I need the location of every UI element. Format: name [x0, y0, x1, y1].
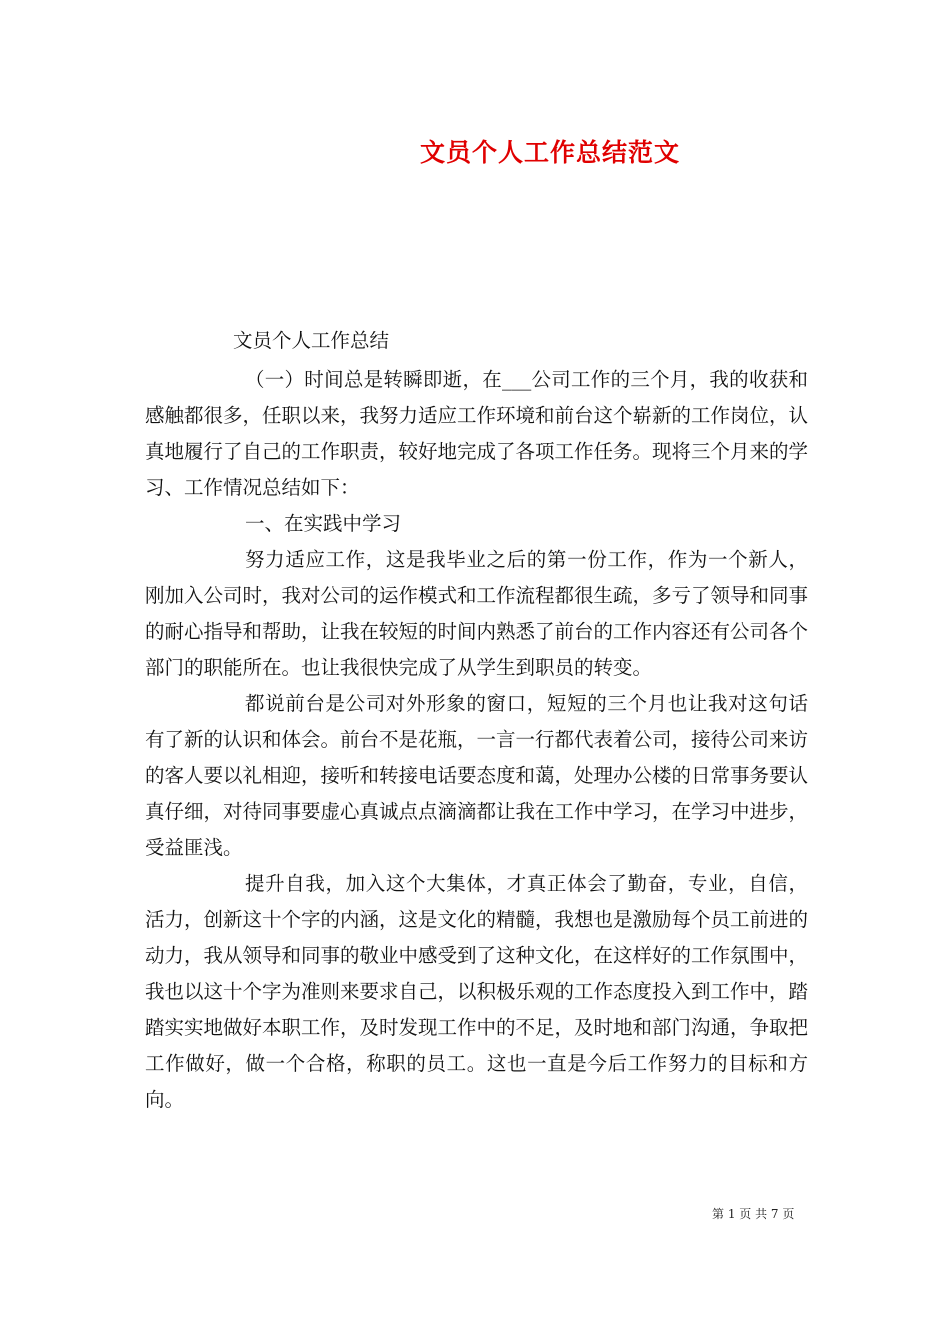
paragraph-front-desk: 都说前台是公司对外形象的窗口，短短的三个月也让我对这句话有了新的认识和体会。前台不是花瓶，一言一行都代表着公司，接待公司来访的客人要以礼相迎，接听和转接电话要态度和蔼，处理办公楼的日常事务要认真仔细，对待同事要虚心真诚点点滴滴都让我在工作中学习，在学习中进步，受益匪浅。 [145, 692, 809, 859]
paragraph-adapt-work: 努力适应工作，这是我毕业之后的第一份工作，作为一个新人，刚加入公司时，我对公司的运作模式和工作流程都很生疏，多亏了领导和同事的耐心指导和帮助，让我在较短的时间内熟悉了前台的工作内容还有公司各个部门的职能所在。也让我很快完成了从学生到职员的转变。 [145, 548, 809, 679]
section-heading-practice: 一、在实践中学习 [245, 512, 402, 535]
page-number-footer: 第 1 页 共 7 页 [712, 1207, 795, 1221]
paragraph-self-improvement: 提升自我，加入这个大集体，才真正体会了勤奋，专业，自信，活力，创新这十个字的内涵，这是文化的精髓，我想也是激励每个员工前进的动力，我从领导和同事的敬业中感受到了这种文化，在这样好的工作氛围中，我也以这十个字为准则来要求自己，以积极乐观的工作态度投入到工作中，踏踏实实地做好本职工作，及时发现工作中的不足，及时地和部门沟通，争取把工作做好，做一个合格，称职的员工。这也一直是今后工作努力的目标和方向。 [145, 872, 809, 1111]
document-title: 文员个人工作总结范文 [419, 138, 680, 167]
document-subtitle: 文员个人工作总结 [233, 329, 390, 352]
paragraph-intro: （一）时间总是转瞬即逝，在___公司工作的三个月，我的收获和感触都很多，任职以来，我努力适应工作环境和前台这个崭新的工作岗位，认真地履行了自己的工作职责，较好地完成了各项工作任务。现将三个月来的学习、工作情况总结如下： [145, 368, 809, 499]
document-body [145, 362, 808, 1118]
